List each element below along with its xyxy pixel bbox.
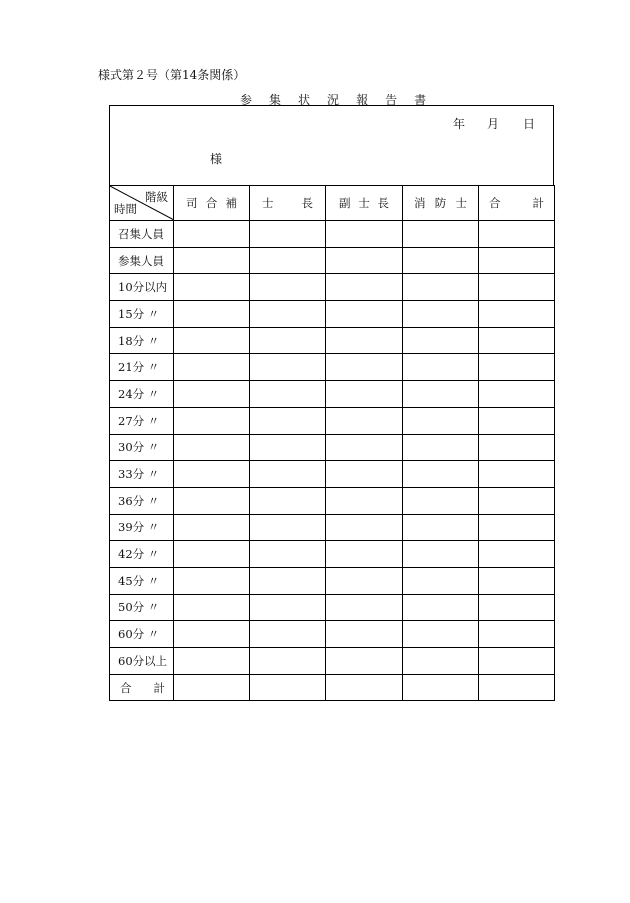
entry-cell[interactable] (174, 461, 250, 488)
row-label: 60分以上 (110, 648, 174, 675)
entry-cell[interactable] (326, 327, 403, 354)
entry-cell[interactable] (174, 327, 250, 354)
table-row (110, 648, 555, 675)
entry-cell[interactable] (250, 301, 326, 328)
entry-cell[interactable] (479, 461, 555, 488)
total-row (110, 674, 555, 701)
entry-cell[interactable] (326, 354, 403, 381)
table-row (110, 541, 555, 568)
col-header-shireiho: 司 合 補 (174, 186, 250, 221)
entry-cell[interactable] (326, 381, 403, 408)
entry-cell[interactable] (326, 461, 403, 488)
row-label: 39分 〃 (110, 514, 174, 541)
entry-cell[interactable] (174, 567, 250, 594)
table-body (110, 221, 555, 701)
month-label: 月 (486, 117, 499, 131)
entry-cell[interactable] (174, 221, 250, 248)
entry-cell[interactable] (479, 247, 555, 274)
row-label: 合 計 (110, 674, 174, 701)
row-label: 42分 〃 (110, 541, 174, 568)
row-label: 27分 〃 (110, 407, 174, 434)
entry-cell[interactable] (250, 221, 326, 248)
entry-cell[interactable] (174, 434, 250, 461)
entry-cell[interactable] (403, 514, 479, 541)
entry-cell[interactable] (174, 301, 250, 328)
report-table (109, 185, 555, 701)
entry-cell[interactable] (479, 567, 555, 594)
entry-cell[interactable] (326, 434, 403, 461)
entry-cell[interactable] (479, 381, 555, 408)
table-row (110, 514, 555, 541)
entry-cell[interactable] (250, 674, 326, 701)
row-label: 15分 〃 (110, 301, 174, 328)
entry-cell[interactable] (174, 541, 250, 568)
entry-cell[interactable] (403, 301, 479, 328)
entry-cell[interactable] (403, 594, 479, 621)
entry-cell[interactable] (250, 407, 326, 434)
entry-cell[interactable] (326, 594, 403, 621)
entry-cell[interactable] (479, 621, 555, 648)
table-row (110, 274, 555, 301)
entry-cell[interactable] (479, 327, 555, 354)
entry-cell[interactable] (250, 354, 326, 381)
entry-cell[interactable] (174, 381, 250, 408)
entry-cell[interactable] (326, 407, 403, 434)
entry-cell[interactable] (479, 674, 555, 701)
title-char: 況 (327, 93, 340, 107)
entry-cell[interactable] (403, 648, 479, 675)
entry-cell[interactable] (250, 567, 326, 594)
entry-cell[interactable] (479, 354, 555, 381)
day-label: 日 (522, 117, 535, 131)
entry-cell[interactable] (250, 461, 326, 488)
col-header-shicho: 士 長 (250, 186, 326, 221)
entry-cell[interactable] (326, 567, 403, 594)
row-label: 45分 〃 (110, 567, 174, 594)
entry-cell[interactable] (403, 407, 479, 434)
entry-cell[interactable] (174, 674, 250, 701)
entry-cell[interactable] (174, 407, 250, 434)
row-label: 召集人員 (110, 221, 174, 248)
entry-cell[interactable] (403, 487, 479, 514)
entry-cell[interactable] (403, 327, 479, 354)
entry-cell[interactable] (326, 247, 403, 274)
time-axis-label: 時間 (114, 202, 137, 216)
entry-cell[interactable] (174, 648, 250, 675)
col-header-shoboshi: 消 防 士 (403, 186, 479, 221)
title-char: 書 (414, 93, 427, 107)
table-row (110, 354, 555, 381)
entry-cell[interactable] (326, 301, 403, 328)
entry-cell[interactable] (326, 487, 403, 514)
entry-cell[interactable] (479, 594, 555, 621)
col-header-fukushicho: 副 士 長 (326, 186, 403, 221)
table-row (110, 487, 555, 514)
entry-cell[interactable] (250, 327, 326, 354)
entry-cell[interactable] (479, 514, 555, 541)
table-row (110, 461, 555, 488)
corner-cell (110, 186, 174, 221)
entry-cell[interactable] (403, 354, 479, 381)
entry-cell[interactable] (250, 247, 326, 274)
addressee-label: 様 (210, 152, 223, 166)
title-char: 告 (385, 93, 398, 107)
entry-cell[interactable] (479, 648, 555, 675)
table-row (110, 247, 555, 274)
date-line (453, 115, 535, 132)
row-label: 30分 〃 (110, 434, 174, 461)
entry-cell[interactable] (250, 648, 326, 675)
entry-cell[interactable] (479, 487, 555, 514)
table-row (110, 381, 555, 408)
entry-cell[interactable] (250, 594, 326, 621)
table-row (110, 327, 555, 354)
entry-cell[interactable] (250, 274, 326, 301)
entry-cell[interactable] (479, 541, 555, 568)
title-char: 参 (240, 93, 253, 107)
entry-cell[interactable] (403, 434, 479, 461)
entry-cell[interactable] (326, 648, 403, 675)
entry-cell[interactable] (326, 274, 403, 301)
table-row (110, 301, 555, 328)
row-label: 参集人員 (110, 247, 174, 274)
rank-axis-label: 階級 (145, 190, 168, 204)
title-char: 報 (356, 93, 369, 107)
title-char: 集 (269, 93, 282, 107)
row-label: 24分 〃 (110, 381, 174, 408)
entry-cell[interactable] (403, 674, 479, 701)
row-label: 36分 〃 (110, 487, 174, 514)
table-row (110, 594, 555, 621)
entry-cell[interactable] (326, 621, 403, 648)
table-row (110, 567, 555, 594)
entry-cell[interactable] (479, 434, 555, 461)
table-row (110, 621, 555, 648)
entry-cell[interactable] (479, 301, 555, 328)
entry-cell[interactable] (326, 541, 403, 568)
year-label: 年 (452, 117, 465, 131)
row-label: 21分 〃 (110, 354, 174, 381)
entry-cell[interactable] (250, 434, 326, 461)
entry-cell[interactable] (250, 381, 326, 408)
row-label: 50分 〃 (110, 594, 174, 621)
entry-cell[interactable] (174, 594, 250, 621)
entry-cell[interactable] (326, 221, 403, 248)
entry-cell[interactable] (403, 621, 479, 648)
entry-cell[interactable] (403, 541, 479, 568)
row-label: 60分 〃 (110, 621, 174, 648)
form-number-label: 様式第２号（第14条関係） (98, 68, 246, 82)
entry-cell[interactable] (403, 567, 479, 594)
entry-cell[interactable] (250, 514, 326, 541)
entry-cell[interactable] (174, 514, 250, 541)
entry-cell[interactable] (479, 407, 555, 434)
entry-cell[interactable] (479, 274, 555, 301)
header-box (109, 105, 554, 186)
title-char: 状 (298, 93, 311, 107)
row-label: 10分以内 (110, 274, 174, 301)
entry-cell[interactable] (174, 354, 250, 381)
table-row (110, 407, 555, 434)
entry-cell[interactable] (326, 674, 403, 701)
col-header-total: 合 計 (479, 186, 555, 221)
entry-cell[interactable] (250, 541, 326, 568)
entry-cell[interactable] (250, 621, 326, 648)
entry-cell[interactable] (174, 274, 250, 301)
table-row (110, 434, 555, 461)
entry-cell[interactable] (326, 514, 403, 541)
entry-cell[interactable] (403, 247, 479, 274)
header-row (110, 186, 555, 221)
entry-cell[interactable] (250, 487, 326, 514)
entry-cell[interactable] (479, 221, 555, 248)
entry-cell[interactable] (174, 487, 250, 514)
table-row (110, 221, 555, 248)
entry-cell[interactable] (403, 274, 479, 301)
entry-cell[interactable] (403, 381, 479, 408)
entry-cell[interactable] (403, 461, 479, 488)
row-label: 33分 〃 (110, 461, 174, 488)
entry-cell[interactable] (403, 221, 479, 248)
entry-cell[interactable] (174, 247, 250, 274)
entry-cell[interactable] (174, 621, 250, 648)
row-label: 18分 〃 (110, 327, 174, 354)
